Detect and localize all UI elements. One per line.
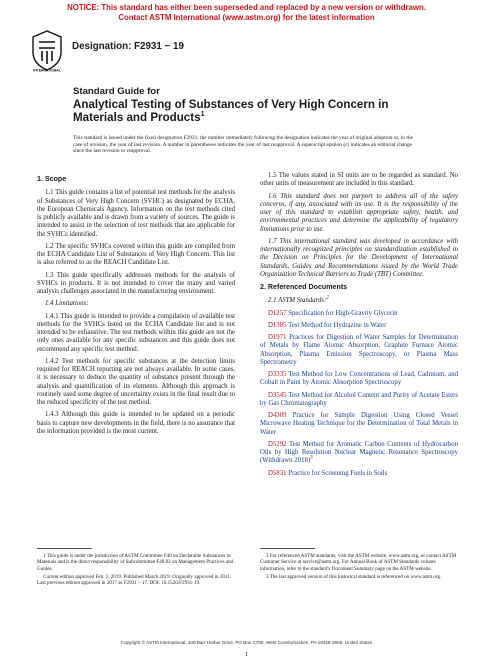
para-1-4-3: 1.4.3 Although this guide is intended to be updated on a periodic basis to capture new developments in the field, there is no assurance that the information provided is the most current. [37, 411, 235, 435]
page-number: 1 [244, 651, 249, 658]
document-title [73, 86, 433, 125]
reference-code-link[interactable]: D1257 [268, 309, 287, 317]
reference-item [260, 392, 458, 409]
para-1-4: 1.4 Limitations: [45, 300, 89, 308]
section-heading-scope: 1. Scope [37, 175, 67, 183]
left-column [37, 172, 235, 440]
title-footnote-mark: 1 [200, 111, 205, 119]
reference-title-link[interactable]: Practice for Screening Fuels in Soils [288, 469, 388, 477]
reference-title-link[interactable]: Practice for Sample Digestion Using Closed Vessel Microwave Heating Technique for the Determination of Total Metals in Water [260, 412, 458, 436]
preface-note: This standard is issued under the fixed designation F2931; the number immediately following the designation indicates the year of original adoption or, in the case of revision, the year of last revision. A number in parentheses indicates the year of last reapproval. A superscript epsilon (ε) indicates an editorial change since the last revision or reapproval. [73, 135, 413, 155]
reference-code-link[interactable]: D3335 [268, 371, 287, 378]
footnote-mark-2: 2 [326, 295, 329, 301]
astm-standards-label: 2.1 ASTM Standards: [268, 297, 327, 305]
reference-code-link[interactable]: D4309 [268, 412, 287, 419]
reference-title-link[interactable]: Specification for High-Gravity Glycerin [288, 309, 398, 317]
footnote-3: 3 The last approved version of this historical standard is referenced on www.astm.org. [266, 573, 442, 580]
reference-title-link[interactable]: Test Method for Alcohol Content and Purity of Acetate Esters by Gas Chromatography [260, 391, 458, 407]
footnote-2: 2 For referenced ASTM standards, visit the ASTM website, www.astm.org, or contact ASTM Customer Service at service@astm.org. For Annual Book of ASTM Standards volume information, refer to the standard's Document Summary page on the ASTM website. [260, 553, 457, 572]
reference-item [260, 322, 458, 330]
footnote-rule-left [37, 548, 92, 549]
title-line-1: Standard Guide for [73, 86, 160, 97]
footnotes-left [37, 553, 235, 588]
reference-item [260, 441, 458, 466]
reference-code-link[interactable]: D1385 [268, 321, 287, 329]
para-1-3: 1.3 This guide specifically addresses methods for the analysis of SVHCs in products. It is not intended to cover the many and varied analysis challenges associated in the manufacturing environment. [37, 271, 235, 295]
copyright-footer: Copyright © ASTM International, 100 Barr Harbor Drive, PO Box C700, West Conshohocken, PA 19428-2959. United States [120, 640, 373, 645]
section-heading-referenced-documents: 2. Referenced Documents [260, 283, 348, 291]
notice-line-1: NOTICE: This standard has either been superseded and replaced by a new version or withdrawn. [67, 3, 426, 12]
notice-line-2: Contact ASTM International (www.astm.org) for the latest information [118, 12, 375, 22]
para-1-4-2: 1.4.2 Test methods for specific substances at the detection limits required for REACH reporting are not always available. In some cases, it is necessary to deduce the quantity of substance present through the analysis and quantification of its elements. Although this approach is routinely used some degree of uncertainty exists in the final result due to the reduced specificity of the test method. [37, 357, 235, 406]
reference-code-link[interactable]: D3545 [268, 391, 287, 399]
para-1-1: 1.1 This guide contains a list of potential test methods for the analysis of Substances of Very High Concern (SVHC) as designated by ECHA, the European Chemicals Agency. Information on the test methods cited is publicly available and is drawn from a variety of sources. The guide is intended to assist in the selection of test methods that are applicable for the SVHCs identified. [37, 189, 235, 238]
footnotes-right [260, 553, 458, 582]
designation: Designation: F2931 − 19 [72, 41, 184, 52]
footnote-1: 1 This guide is under the jurisdiction of ASTM Committee F40 on Declarable Substances in Materials and is the direct responsibility of Subcommittee F40.02 on Management Practices and Guides. [37, 553, 234, 572]
reference-title-link[interactable]: Test Method for Aromatic Carbon Contents of Hydrocarbon Oils by High Resolution Nuclear Magnetic Resonance Spectroscopy (Withdrawn 2018) [260, 440, 458, 465]
reference-item [260, 371, 458, 388]
para-1-4-1: 1.4.1 This guide is intended to provide a compilation of available test methods for the SVHCs listed on the ECHA Candidate list and is not intended to be exhaustive. The test methods within this guide are not the only ones available for any specific substances and this guide does not recommend any specific test method. [37, 312, 235, 353]
right-column [260, 172, 458, 482]
reference-code-link[interactable]: D5831 [268, 469, 287, 477]
reference-footnote-mark: 3 [310, 455, 313, 461]
para-1-6: 1.6 This standard does not purport to address all of the safety concerns, if any, associated with its use. It is the responsibility of the user of this standard to establish appropriate safety, health, and environmental practices and determine the applicability of regulatory limitations prior to use. [260, 192, 458, 233]
para-2-1 [260, 297, 458, 305]
para-1-2: 1.2 The specific SVHCs covered within this guide are compiled from the ECHA Candidate List of Substances of Very High Concern. This list is also referred to as the REACH Candidate List. [37, 242, 235, 267]
reference-code-link[interactable]: D5292 [268, 440, 287, 448]
withdrawal-notice [0, 3, 493, 22]
footnote-rule-right [260, 548, 315, 549]
reference-title-link[interactable]: Practices for Digestion of Water Samples for Determination of Metals by Flame Atomic Absorption, Graphite Furnace Atomic Absorption, Plasma Emission Spectroscopy, or Plasma Mass Spectrometry [260, 334, 458, 366]
reference-item [260, 334, 458, 367]
logo-wordmark: INTERNATIONAL [33, 68, 61, 72]
reference-item [260, 412, 458, 437]
astm-logo-icon [30, 30, 64, 72]
reference-item [260, 310, 458, 318]
reference-title-link[interactable]: Test Method for Low Concentrations of Lead, Cadmium, and Cobalt in Paint by Atomic Absorption Spectroscopy [260, 371, 458, 387]
reference-code-link[interactable]: D1971 [268, 334, 287, 341]
para-1-5: 1.5 The values stated in SI units are to be regarded as standard. No other units of measurement are included in this standard. [260, 172, 458, 188]
reference-title-link[interactable]: Test Method for Hydrazine in Water [288, 321, 387, 329]
reference-list [260, 310, 458, 478]
para-1-7: 1.7 This international standard was developed in accordance with internationally recognized principles on standardization established in the Decision on Principles for the Development of International Standards, Guides and Recommendations issued by the World Trade Organization Technical Barriers to Trade (TBT) Committee. [260, 237, 458, 278]
title-line-3: Materials and Products [73, 111, 201, 125]
reference-item [260, 470, 458, 478]
title-line-2: Analytical Testing of Substances of Very High Concern in [73, 98, 389, 111]
footnote-1-edition: Current edition approved Feb. 1, 2019. Published March 2019. Originally approved in 2011. Last previous edition approved in 2017 as F2931 – 17. DOI: 10.1520/F2931-19. [37, 573, 232, 587]
